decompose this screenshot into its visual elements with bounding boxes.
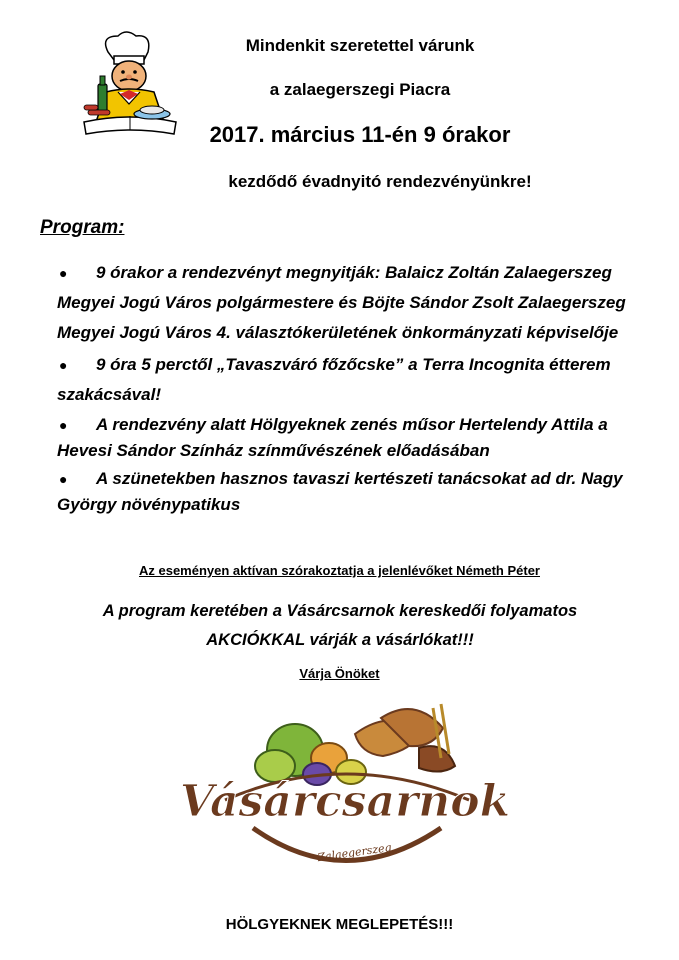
bullet-icon: ●: [59, 471, 68, 487]
invite-line-2: a zalaegerszegi Piacra: [269, 80, 451, 99]
program-item-text: 9 órakor a rendezvényt megnyitják: Balaicz Zoltán Zalaegerszeg Megyei Jogú Város polgármestere és Böjte Sándor Zsolt Zalaegerszeg Megyei Jogú Város 4. választókerületének önkormányzati képviselője: [57, 263, 626, 342]
program-list: [57, 258, 657, 520]
invite-line-4: kezdődő évadnyitó rendezvényünkre!: [228, 172, 532, 191]
program-item: [57, 466, 657, 518]
bullet-icon: ●: [59, 357, 68, 373]
program-item-text: A szünetekben hasznos tavaszi kertészeti tanácsokat ad dr. Nagy György növénypatikus: [57, 469, 623, 514]
bullet-icon: ●: [59, 417, 68, 433]
logo-name: Vásárcsarnok: [179, 776, 511, 827]
program-item-text: A rendezvény alatt Hölgyeknek zenés műsor Hertelendy Attila a Hevesi Sándor Színház színművészének előadásában: [57, 415, 608, 460]
program-title: Program:: [40, 217, 125, 238]
greeting: Várja Önöket: [299, 666, 380, 681]
logo-subtitle: Zalaegerszeg: [316, 840, 393, 865]
promo-text: [60, 597, 620, 655]
event-date: 2017. március 11-én 9 órakor: [209, 122, 511, 147]
program-item: [57, 258, 657, 348]
program-item-text: 9 óra 5 perctől „Tavaszváró főzőcske” a Terra Incognita étterem szakácsával!: [57, 355, 611, 404]
entertainment-note: Az eseményen aktívan szórakoztatja a jelenlévőket Németh Péter: [138, 563, 540, 578]
vasarcsarnok-logo: [179, 688, 511, 888]
bullet-icon: ●: [59, 265, 68, 281]
footer-surprise: HÖLGYEKNEK MEGLEPETÉS!!!: [225, 916, 454, 933]
program-item: [57, 412, 657, 464]
promo-line-1: A program keretében a Vásárcsarnok kereskedői folyamatos: [102, 602, 578, 620]
program-item: [57, 350, 657, 410]
promo-line-2: AKCIÓKKAL várják a vásárlókat!!!: [206, 631, 474, 649]
invite-line-1: Mindenkit szeretettel várunk: [245, 36, 475, 55]
